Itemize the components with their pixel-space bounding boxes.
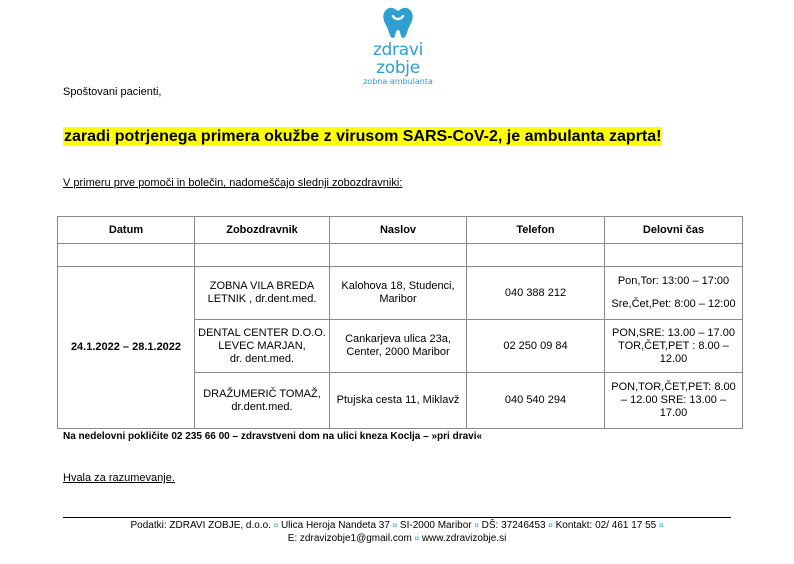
footer-tax-number: DŠ: 37246453 <box>481 520 546 531</box>
working-hours-line: Sre,Čet,Pet: 8:00 – 12:00 <box>611 298 736 310</box>
footer-email[interactable]: E: zdravizobje1@gmail.com <box>287 533 412 544</box>
working-hours: PON,TOR,ČET,PET: 8.00 – 12.00 SRE: 13.00 – 17.00 <box>605 373 743 429</box>
phone: 040 388 212 <box>467 267 605 320</box>
separator-icon: ¤ <box>548 521 553 530</box>
table-spacer-row <box>58 244 743 267</box>
address: Cankarjeva ulica 23a, Center, 2000 Maribor <box>330 320 467 373</box>
dentist-title-line: dr. dent.med. <box>229 352 295 365</box>
footer-line-2 <box>63 532 731 545</box>
footer-street: Ulica Heroja Nandeta 37 <box>280 520 390 531</box>
dentist-name: DRAŽUMERIČ TOMAŽ, dr.dent.med. <box>195 373 330 429</box>
footer-company: Podatki: ZDRAVI ZOBJE, d.o.o. <box>130 520 271 531</box>
separator-icon: ¤ <box>392 521 398 530</box>
brand-subtitle: zobna ambulanta <box>363 77 433 86</box>
closure-alert: zaradi potrjenega primera okužbe z virusom SARS-CoV-2, je ambulanta zaprta! <box>64 128 662 145</box>
footer-website[interactable]: www.zdravizobje.si <box>421 533 507 544</box>
separator-icon: ¤ <box>659 521 664 530</box>
brand-name: zdravi zobje <box>372 40 424 78</box>
footer-city: SI-2000 Maribor <box>399 520 472 531</box>
working-hours: PON,SRE: 13.00 – 17.00 TOR,ČET,PET : 8.00 – 12.00 <box>605 320 743 373</box>
header-date: Datum <box>58 217 195 244</box>
footer-contact: Kontakt: 02/ 461 17 55 <box>555 520 657 531</box>
logo <box>350 6 446 86</box>
header-hours: Delovni čas <box>605 217 743 244</box>
thanks-text: Hvala za razumevanje. <box>63 472 175 484</box>
date-range: 24.1.2022 – 28.1.2022 <box>58 267 195 429</box>
sunday-emergency-note: Na nedelovni pokličite 02 235 66 00 – zdravstveni dom na ulici kneza Koclja – »pri dravi« <box>63 431 483 442</box>
header-address: Naslov <box>330 217 467 244</box>
separator-icon: ¤ <box>273 521 279 530</box>
intro-text: V primeru prve pomoči in bolečin, nadomeščajo slednji zobozdravniki: <box>63 177 403 189</box>
greeting: Spoštovani pacienti, <box>63 86 162 98</box>
working-hours-line: Pon,Tor: 13:00 – 17:00 <box>617 275 730 287</box>
dentist-name-line: DENTAL CENTER D.O.O. LEVEC MARJAN, <box>198 326 326 352</box>
replacement-dentists-table <box>57 216 743 429</box>
header-dentist: Zobozdravnik <box>195 217 330 244</box>
phone: 02 250 09 84 <box>467 320 605 373</box>
footer <box>63 519 731 545</box>
tooth-icon <box>380 6 416 40</box>
separator-icon: ¤ <box>474 521 479 530</box>
table-row <box>58 267 743 320</box>
address: Ptujska cesta 11, Miklavž <box>330 373 467 429</box>
header-phone: Telefon <box>467 217 605 244</box>
footer-line-1 <box>63 519 731 532</box>
working-hours <box>605 267 743 320</box>
footer-divider <box>63 517 731 518</box>
dentist-name: ZOBNA VILA BREDA LETNIK , dr.dent.med. <box>195 267 330 320</box>
separator-icon: ¤ <box>414 534 420 543</box>
table-header-row <box>58 217 743 244</box>
address: Kalohova 18, Studenci, Maribor <box>330 267 467 320</box>
dentist-name <box>195 320 330 373</box>
phone: 040 540 294 <box>467 373 605 429</box>
